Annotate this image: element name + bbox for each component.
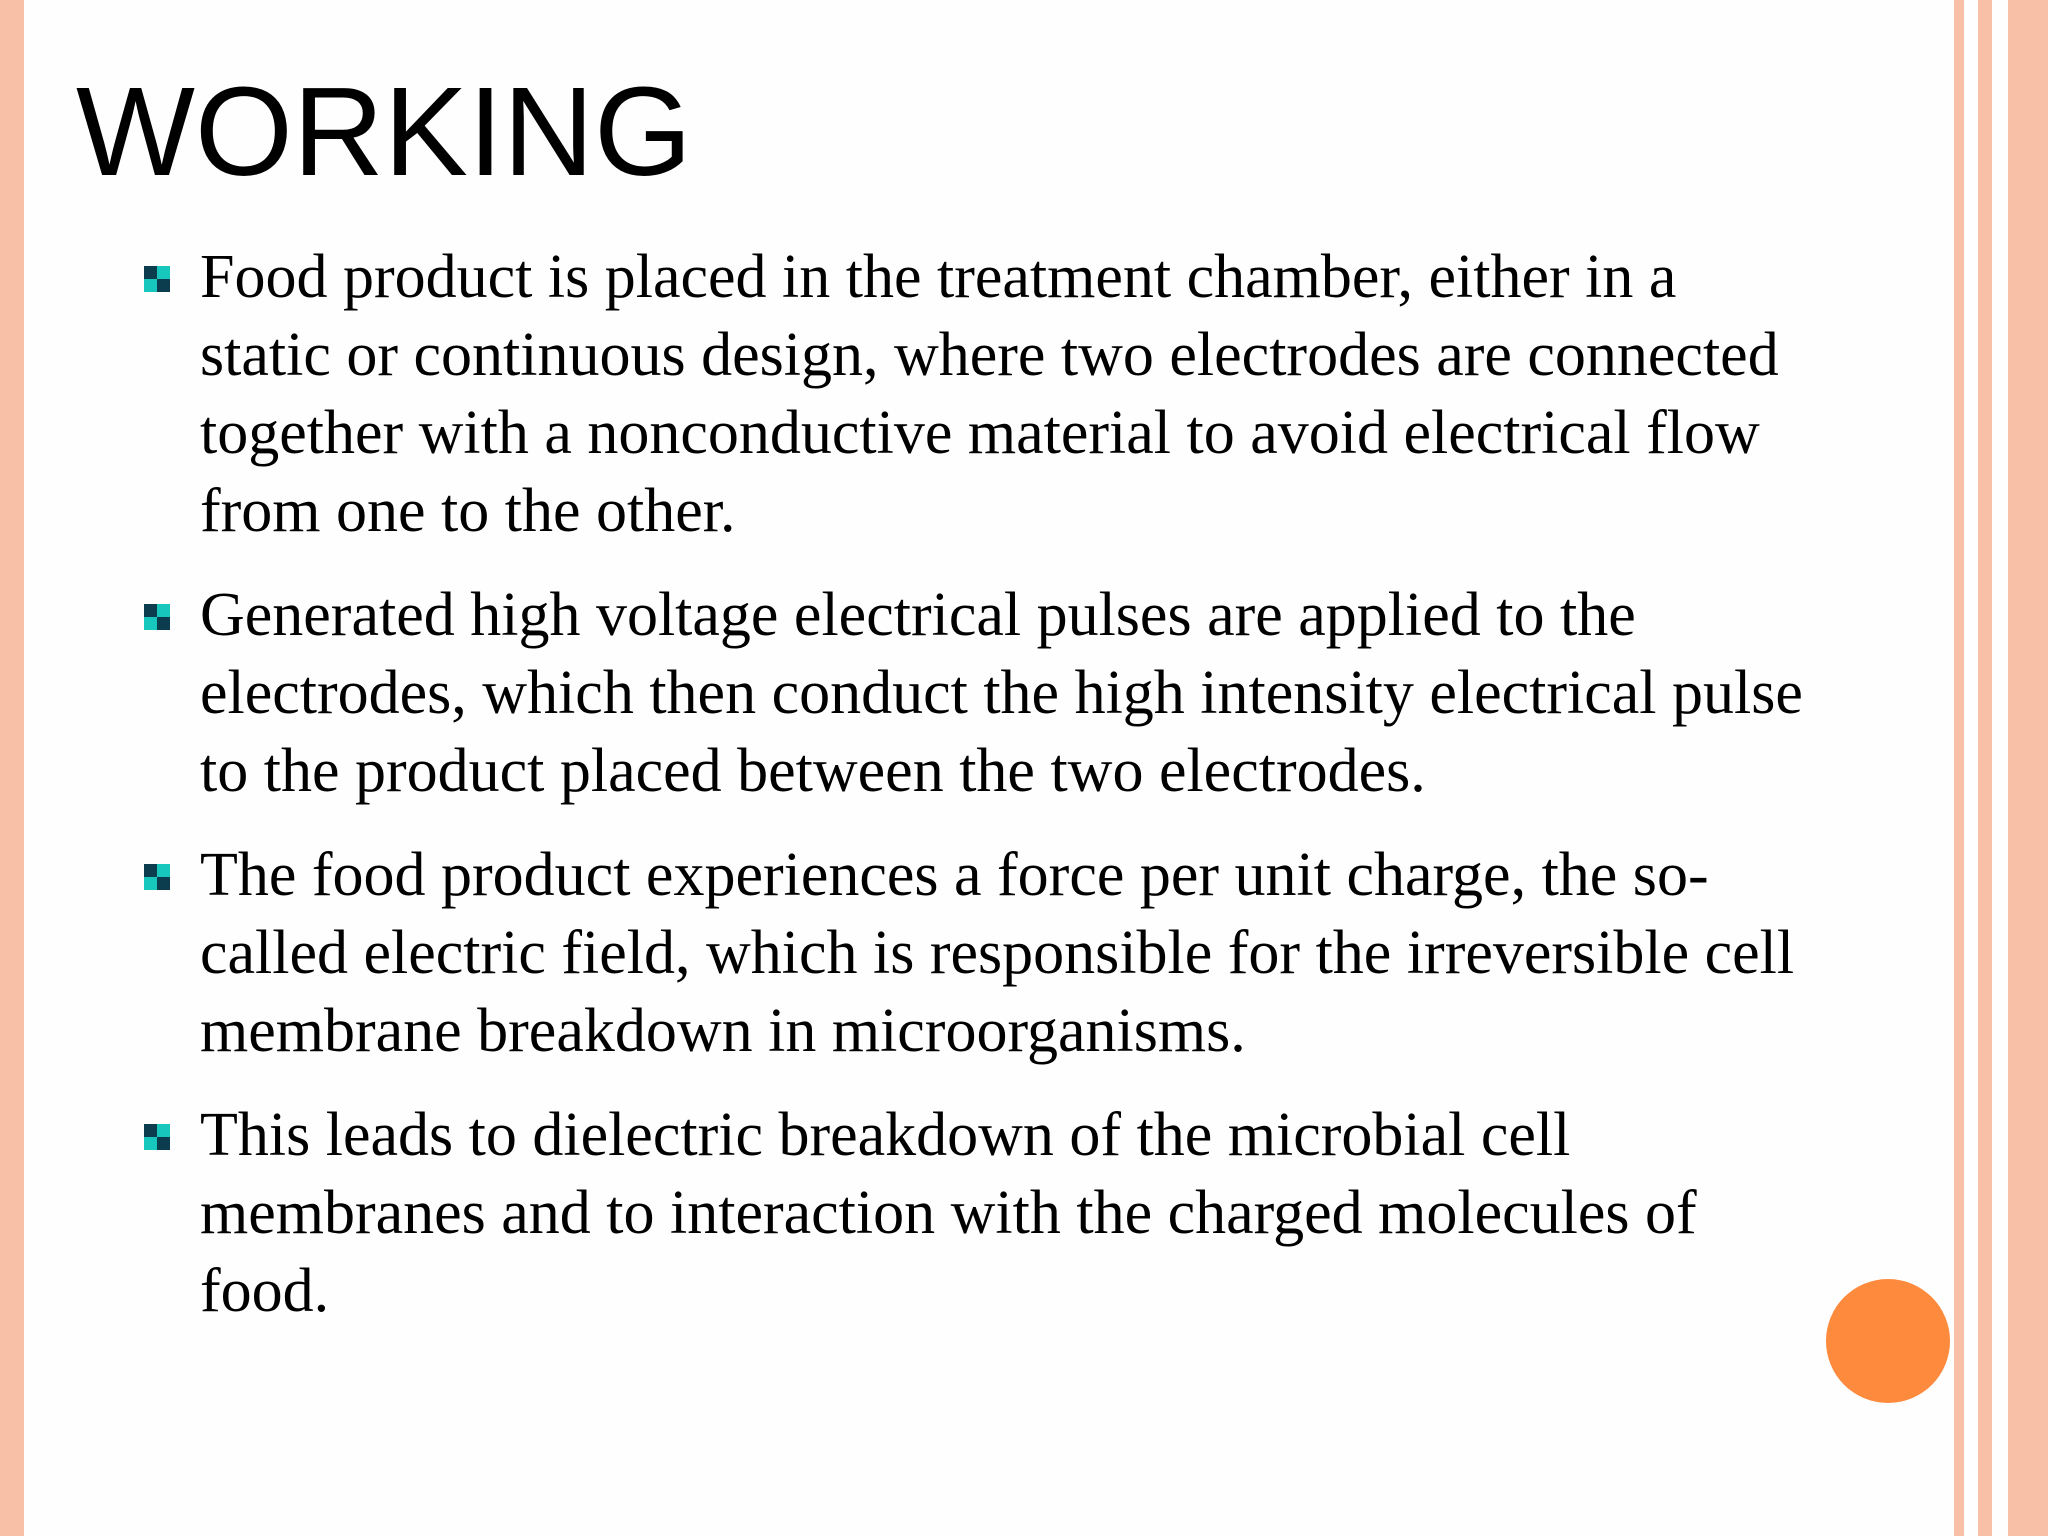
bullet-item [144,836,1808,1070]
right-stripe-2 [1978,0,1992,1536]
bullet-text: Food product is placed in the treatment chamber, either in a static or continuous design, where two electrodes are connected together with a nonconductive material to avoid electrical flow from one to the other. [200,243,1779,545]
checkered-square-icon [144,1124,170,1150]
checkered-square-icon [144,266,170,292]
bullet-text: This leads to dielectric breakdown of the microbial cell membranes and to interaction with the charged molecules of food. [200,1101,1697,1325]
checkered-square-icon [144,604,170,630]
left-border-decoration [0,0,24,1536]
checkered-square-icon [144,864,170,890]
bullet-text: Generated high voltage electrical pulses are applied to the electrodes, which then conduct the high intensity electrical pulse to the product placed between the two electrodes. [200,581,1803,805]
right-stripe-3 [2008,0,2048,1536]
bullet-list [144,238,1808,1356]
slide-title: WORKING [76,61,692,202]
bullet-item [144,238,1808,550]
orange-circle-decoration [1826,1279,1950,1403]
bullet-item [144,576,1808,810]
right-stripe-1 [1954,0,1964,1536]
bullet-text: The food product experiences a force per unit charge, the so-called electric field, which is responsible for the irreversible cell membrane breakdown in microorganisms. [200,841,1795,1065]
bullet-item [144,1096,1808,1330]
